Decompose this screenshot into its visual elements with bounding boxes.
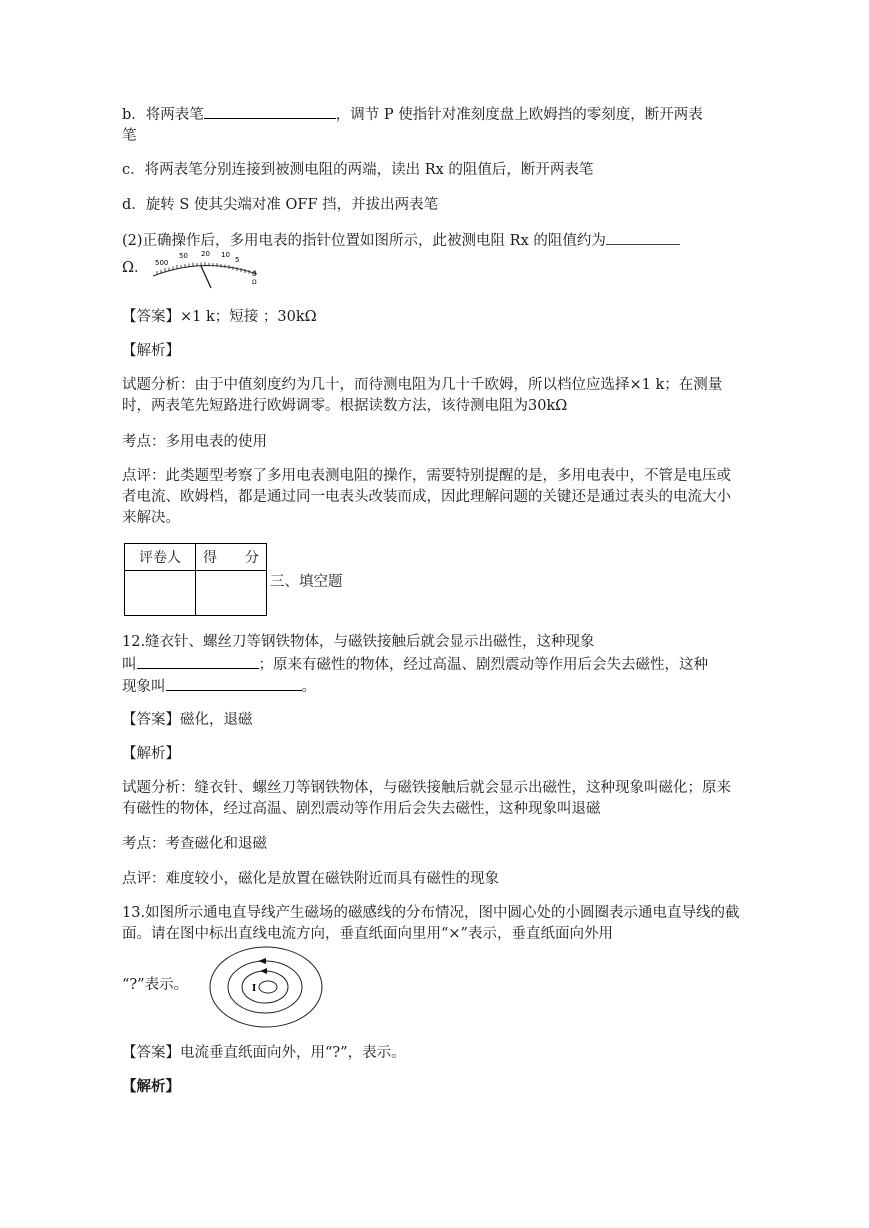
reviewer-cell: 评卷人 [125, 544, 196, 571]
q12-line2: 叫 ；原来有磁性的物体，经过高温、剧烈震动等作用后会失去磁性，这种 [122, 654, 742, 675]
reviewer-empty-cell [125, 571, 196, 616]
scale-label-0: 0 [252, 270, 257, 278]
scale-label-500: 500 [155, 259, 169, 267]
q11-point: 考点：多用电表的使用 [122, 434, 267, 450]
score-empty-cell [196, 571, 267, 616]
score-cell: 得 分 [196, 544, 267, 571]
q12-analysis: 试题分析：缝衣针、螺丝刀等钢铁物体，与磁铁接触后就会显示出磁性，这种现象叫磁化；原来有磁性的物体，经过高温、剧烈震动等作用后会失去磁性，这种现象叫退磁 [122, 780, 731, 817]
q13-answer: 【答案】电流垂直纸面向外，用“?”，表示。 [122, 1045, 406, 1061]
q12-analysis-head: 【解析】 [122, 746, 180, 762]
arrow-icon [260, 968, 267, 974]
q12-comment: 点评：难度较小，磁化是放置在磁铁附近而具有磁性的现象 [122, 871, 499, 887]
section-title: 三、填空题 [270, 574, 343, 590]
q12-answer: 【答案】磁化，退磁 [122, 712, 253, 728]
blank-q12-2 [166, 676, 302, 691]
step-d: d．旋转 S 使其尖端对准 OFF 挡，并拔出两表笔 [122, 197, 439, 213]
scale-label-20: 20 [201, 250, 210, 258]
magnetic-field-figure [208, 945, 328, 1029]
question-2-unit: Ω． [122, 260, 149, 276]
arrow-icon [258, 958, 266, 964]
ohm-scale-figure [145, 248, 265, 288]
step-b-cont: 笔 [122, 128, 137, 144]
blank-b [204, 104, 336, 119]
q12-line3: 现象叫 。 [122, 676, 742, 697]
current-label: I [252, 984, 257, 994]
q11-comment: 点评：此类题型考察了多用电表测电阻的操作，需要特别提醒的是，多用电表中，不管是电压或者电流、欧姆档，都是通过同一电表头改装而成，因此理解问题的关键还是通过表头的电流大小来解决。 [122, 468, 731, 526]
step-b: b．将两表笔 ，调节 P 使指针对准刻度盘上欧姆挡的零刻度，断开两表 [122, 104, 742, 125]
scale-label-50: 50 [179, 252, 188, 260]
scale-unit: Ω [252, 279, 257, 286]
scale-label-10: 10 [221, 251, 230, 259]
score-table [124, 543, 267, 616]
q11-analysis-head: 【解析】 [122, 343, 180, 359]
scale-label-5: 5 [235, 256, 240, 264]
blank-q2 [606, 230, 680, 245]
q13-text-end: “?”表示。 [122, 977, 189, 993]
q13-analysis-head: 【解析】 [122, 1078, 180, 1095]
q11-answer: 【答案】×1 k；短接 ；30kΩ [122, 309, 317, 325]
question-2: (2)正确操作后，多用电表的指针位置如图所示，此被测电阻 Rx 的阻值约为 [122, 230, 742, 251]
step-c: c．将两表笔分别连接到被测电阻的两端，读出 Rx 的阻值后，断开两表笔 [122, 162, 594, 178]
blank-q12-1 [137, 654, 259, 669]
q11-analysis: 试题分析：由于中值刻度约为几十，而待测电阻为几十千欧姆，所以档位应选择×1 k；在测量时，两表笔先短路进行欧姆调零。根据读数方法，该待测电阻为30kΩ [122, 377, 723, 414]
q12-line1: 12.缝衣针、螺丝刀等钢铁物体，与磁铁接触后就会显示出磁性，这种现象 [122, 634, 595, 650]
q13-text: 13.如图所示通电直导线产生磁场的磁感线的分布情况，图中圆心处的小圆圈表示通电直导线的截面。请在图中标出直线电流方向，垂直纸面向里用“×”表示，垂直纸面向外用 [122, 905, 740, 942]
q12-point: 考点：考查磁化和退磁 [122, 836, 267, 852]
